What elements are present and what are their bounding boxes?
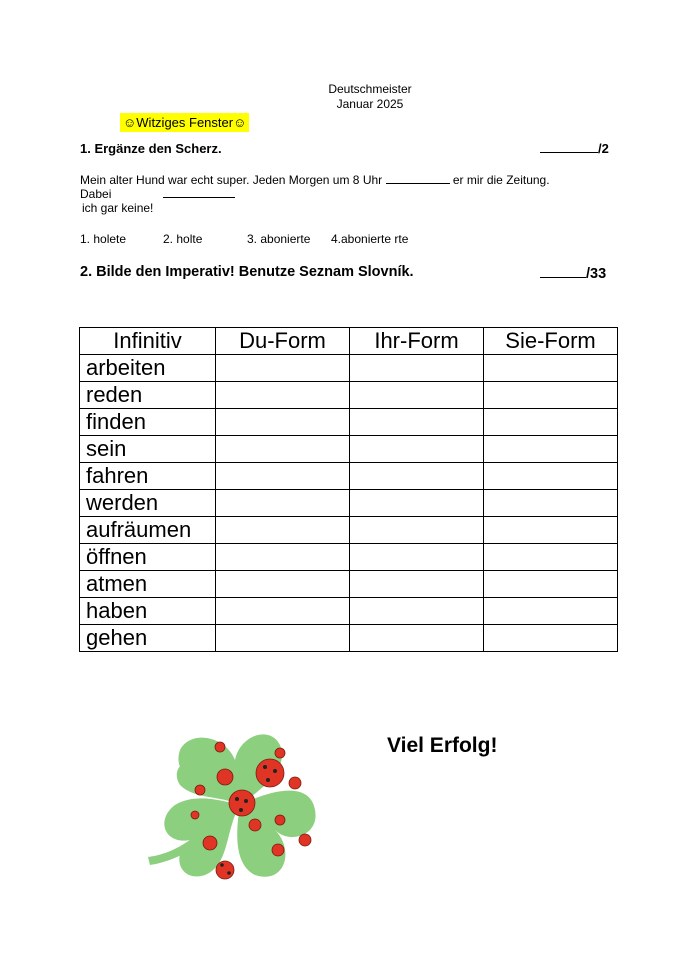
verb-cell: fahren [80, 463, 216, 490]
task1-score-text: /2 [598, 141, 609, 156]
table-row [80, 544, 618, 571]
good-luck-text: Viel Erfolg! [387, 734, 498, 757]
answer-cell[interactable] [484, 409, 618, 436]
table-row [80, 436, 618, 463]
answer-cell[interactable] [216, 436, 350, 463]
answer-blank-2[interactable] [163, 186, 235, 198]
answer-cell[interactable] [216, 490, 350, 517]
answer-cell[interactable] [350, 571, 484, 598]
table-header-row [80, 328, 618, 355]
answer-cell[interactable] [484, 463, 618, 490]
answer-cell[interactable] [216, 409, 350, 436]
smiley-icon: ☺ [233, 115, 247, 130]
task1-heading: 1. Ergänze den Scherz. [80, 141, 222, 156]
answer-cell[interactable] [216, 382, 350, 409]
verb-cell: gehen [80, 625, 216, 652]
option-4: 4.abonierte rte [331, 232, 409, 246]
imperative-table [79, 327, 618, 652]
verb-cell: aufräumen [80, 517, 216, 544]
task2-score-text: /33 [586, 266, 607, 282]
option-2: 2. holte [163, 232, 203, 246]
table-row [80, 625, 618, 652]
verb-cell: reden [80, 382, 216, 409]
task2-heading: 2. Bilde den Imperativ! Benutze Seznam Slovník. [80, 264, 414, 280]
joke-text-line-2 [80, 186, 235, 202]
task1-score [540, 141, 609, 156]
joke-text-part-1: Mein alter Hund war echt super. Jeden Morgen um 8 Uhr [80, 173, 383, 187]
table-row [80, 490, 618, 517]
option-3: 3. abonierte [247, 232, 311, 246]
verb-cell: atmen [80, 571, 216, 598]
verb-cell: werden [80, 490, 216, 517]
answer-cell[interactable] [484, 355, 618, 382]
verb-cell: finden [80, 409, 216, 436]
score-blank[interactable] [540, 141, 598, 153]
answer-cell[interactable] [350, 598, 484, 625]
joke-text-part-4: ich gar keine! [82, 201, 154, 215]
clover-ladybug-illustration [140, 725, 340, 890]
header-line-2: Januar 2025 [336, 97, 404, 111]
answer-cell[interactable] [484, 544, 618, 571]
verb-cell: haben [80, 598, 216, 625]
answer-cell[interactable] [216, 517, 350, 544]
header-sie-form: Sie-Form [484, 328, 618, 355]
answer-cell[interactable] [350, 355, 484, 382]
table-row [80, 598, 618, 625]
answer-cell[interactable] [216, 571, 350, 598]
answer-cell[interactable] [216, 598, 350, 625]
header-infinitiv: Infinitiv [80, 328, 216, 355]
option-1: 1. holete [80, 232, 127, 246]
answer-cell[interactable] [350, 409, 484, 436]
verb-cell: arbeiten [80, 355, 216, 382]
task2-score [540, 264, 606, 282]
verb-cell: sein [80, 436, 216, 463]
table-row [80, 409, 618, 436]
answer-cell[interactable] [350, 544, 484, 571]
answer-cell[interactable] [216, 544, 350, 571]
score-blank[interactable] [540, 264, 586, 278]
answer-blank-1[interactable] [386, 172, 450, 184]
answer-cell[interactable] [350, 517, 484, 544]
header-du-form: Du-Form [216, 328, 350, 355]
answer-cell[interactable] [484, 625, 618, 652]
joke-title [120, 113, 249, 132]
answer-cell[interactable] [350, 463, 484, 490]
answer-cell[interactable] [484, 436, 618, 463]
answer-cell[interactable] [484, 571, 618, 598]
table-row [80, 382, 618, 409]
header-ihr-form: Ihr-Form [350, 328, 484, 355]
answer-cell[interactable] [484, 382, 618, 409]
answer-cell[interactable] [216, 463, 350, 490]
joke-text-part-2: er mir die Zeitung. [452, 173, 550, 187]
answer-cell[interactable] [216, 625, 350, 652]
smiley-icon: ☺ [123, 115, 137, 130]
answer-cell[interactable] [484, 517, 618, 544]
answer-cell[interactable] [350, 625, 484, 652]
header-line-1: Deutschmeister [328, 82, 412, 96]
answer-cell[interactable] [350, 490, 484, 517]
table-row [80, 463, 618, 490]
verb-cell: öffnen [80, 544, 216, 571]
answer-cell[interactable] [216, 355, 350, 382]
table-row [80, 517, 618, 544]
joke-text-part-3: Dabei [80, 187, 112, 201]
table-row [80, 571, 618, 598]
answer-cell[interactable] [350, 436, 484, 463]
joke-title-text: Witziges Fenster [136, 115, 234, 130]
answer-cell[interactable] [350, 382, 484, 409]
answer-cell[interactable] [484, 598, 618, 625]
table-row [80, 355, 618, 382]
answer-cell[interactable] [484, 490, 618, 517]
